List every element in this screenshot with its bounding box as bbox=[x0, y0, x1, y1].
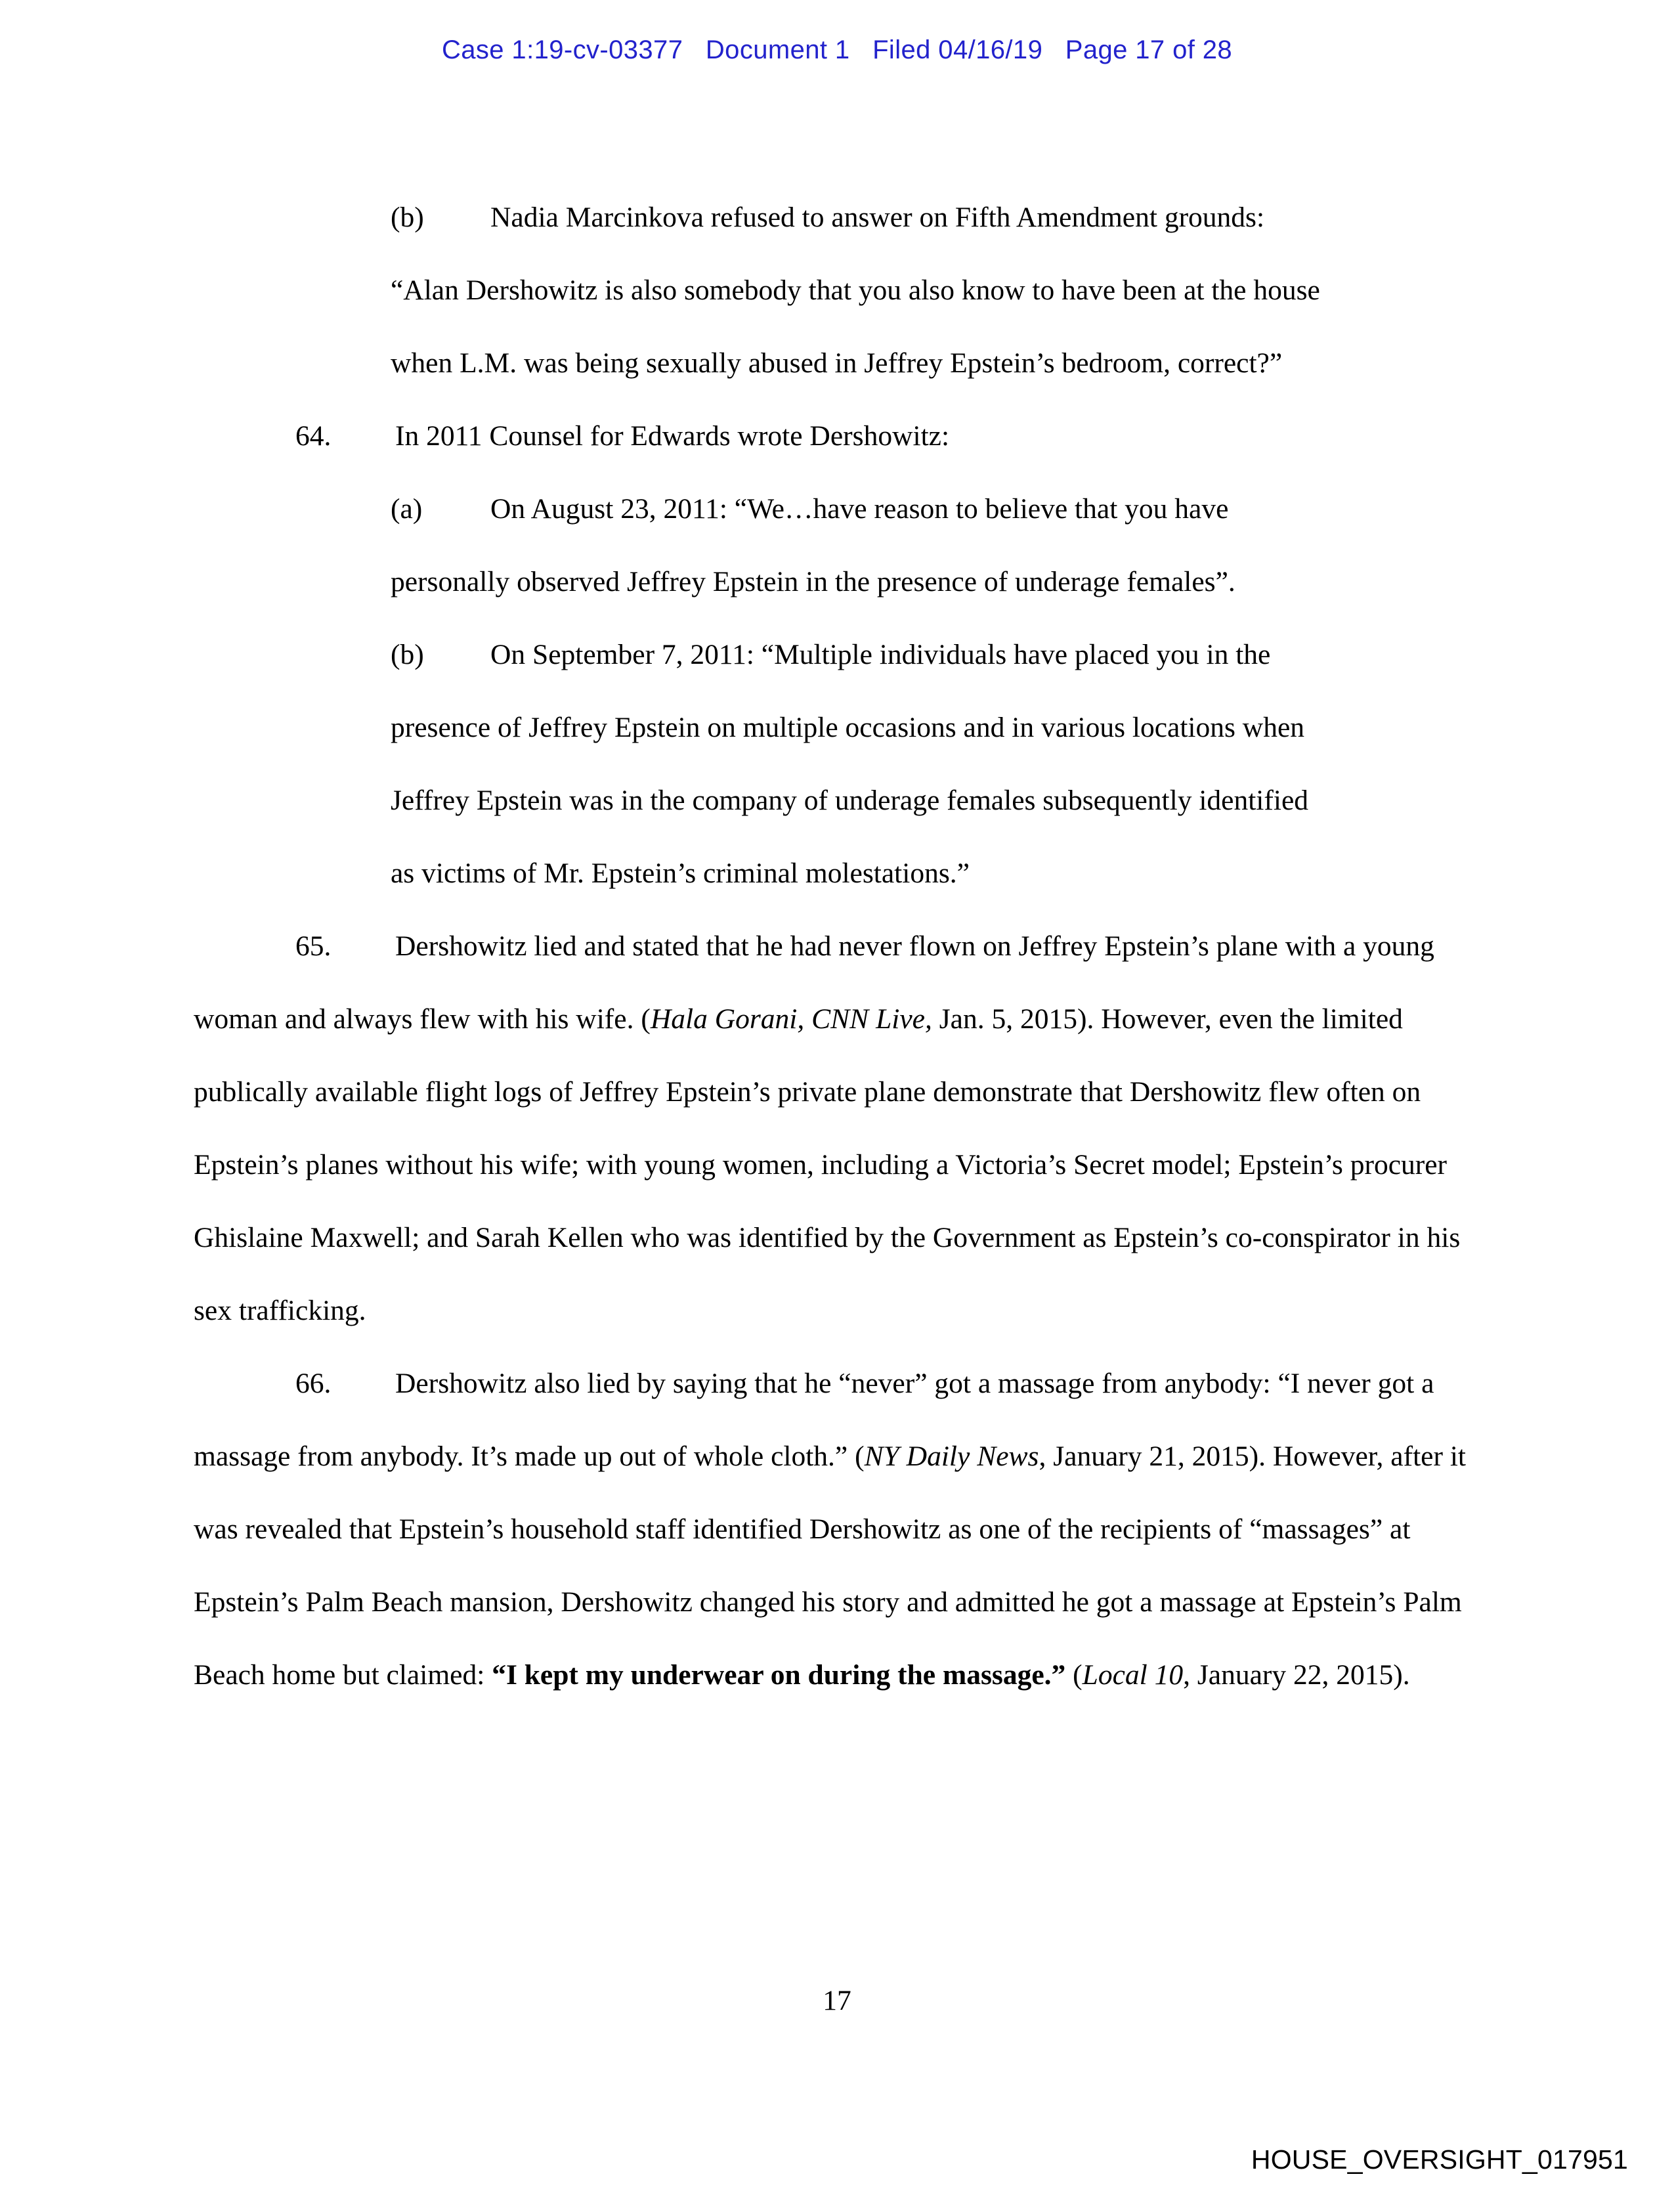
sub-paragraph-b-sep7-line-2: presence of Jeffrey Epstein on multiple occasions and in various locations when bbox=[391, 712, 1305, 743]
ecf-case-header-stamp: Case 1:19-cv-03377 Document 1 Filed 04/16/19 Page 17 of 28 bbox=[441, 35, 1233, 64]
sub-paragraph-b-marcinkova-line-2: “Alan Dershowitz is also somebody that you also know to have been at the house bbox=[391, 274, 1320, 306]
paragraph-65 bbox=[194, 910, 1480, 1347]
sub-paragraph-b-marcinkova-line-3: when L.M. was being sexually abused in Jeffrey Epstein’s bedroom, correct?” bbox=[391, 347, 1283, 379]
paragraph-66-run-2: , January 21, 2015). However, after it was revealed that Epstein’s household staff identified Dershowitz as one of the recipients of “massages” at Epstein’s Palm Beach mansion, Dershowitz changed his story and admitted he got a massage at Epstein’s Palm Beach home but claimed: bbox=[194, 1441, 1467, 1691]
paragraph-65-run-1: Dershowitz lied and stated that he had never flown on Jeffrey Epstein’s plane with a young woman and always flew with his wife. ( bbox=[194, 930, 1434, 1035]
paragraph-66-run-3: ( bbox=[1065, 1659, 1083, 1691]
paragraph-66 bbox=[194, 1347, 1480, 1712]
paragraph-66-citation-ny-daily-news: NY Daily News bbox=[864, 1441, 1039, 1472]
sub-line-1: On September 7, 2011: “Multiple individuals have placed you in the bbox=[490, 639, 1271, 670]
sub-label: (a) bbox=[391, 493, 423, 525]
sub-line-1: Nadia Marcinkova refused to answer on Fifth Amendment grounds: bbox=[490, 202, 1265, 233]
page-number: 17 bbox=[823, 1985, 851, 2016]
paragraph-64-number: 64. bbox=[295, 420, 332, 452]
paragraph-64-text: In 2011 Counsel for Edwards wrote Dershowitz: bbox=[395, 420, 950, 452]
document-body bbox=[194, 181, 1480, 1712]
sub-paragraph-b-marcinkova bbox=[194, 181, 1480, 254]
paragraph-66-run-1: Dershowitz also lied by saying that he “never” got a massage from anybody: “I never got a massage from anybody. It’s made up out of whole cloth.” ( bbox=[194, 1368, 1434, 1472]
sub-paragraph-b-sep7 bbox=[194, 618, 1480, 691]
sub-line-1: On August 23, 2011: “We…have reason to believe that you have bbox=[490, 493, 1229, 525]
paragraph-65-citation: Hala Gorani, CNN Live, bbox=[650, 1003, 932, 1035]
bates-stamp: HOUSE_OVERSIGHT_017951 bbox=[1251, 2144, 1628, 2175]
paragraph-64 bbox=[194, 400, 1480, 473]
sub-paragraph-a-aug23 bbox=[194, 473, 1480, 546]
paragraph-66-number: 66. bbox=[295, 1368, 332, 1399]
paragraph-66-citation-local-10: Local 10 bbox=[1082, 1659, 1184, 1691]
sub-label: (b) bbox=[391, 639, 424, 670]
sub-label: (b) bbox=[391, 202, 424, 233]
sub-paragraph-a-aug23-line-2: personally observed Jeffrey Epstein in the presence of underage females”. bbox=[391, 566, 1235, 597]
paragraph-66-bold-quote: “I kept my underwear on during the massage.” bbox=[492, 1659, 1066, 1691]
sub-paragraph-b-sep7-line-3: Jeffrey Epstein was in the company of underage females subsequently identified bbox=[391, 785, 1309, 816]
sub-paragraph-b-sep7-line-4: as victims of Mr. Epstein’s criminal molestations.” bbox=[391, 857, 970, 889]
paragraph-65-number: 65. bbox=[295, 930, 332, 962]
paragraph-66-run-4: , January 22, 2015). bbox=[1183, 1659, 1410, 1691]
paragraph-65-run-2: Jan. 5, 2015). However, even the limited publically available flight logs of Jeffrey Epstein’s private plane demonstrate that Dershowitz flew often on Epstein’s planes without his wife; with young women, including a Victoria’s Secret model; Epstein’s procurer Ghislaine Maxwell; and Sarah Kellen who was identified by the Government as Epstein’s co-conspirator in his sex trafficking. bbox=[194, 1003, 1461, 1326]
